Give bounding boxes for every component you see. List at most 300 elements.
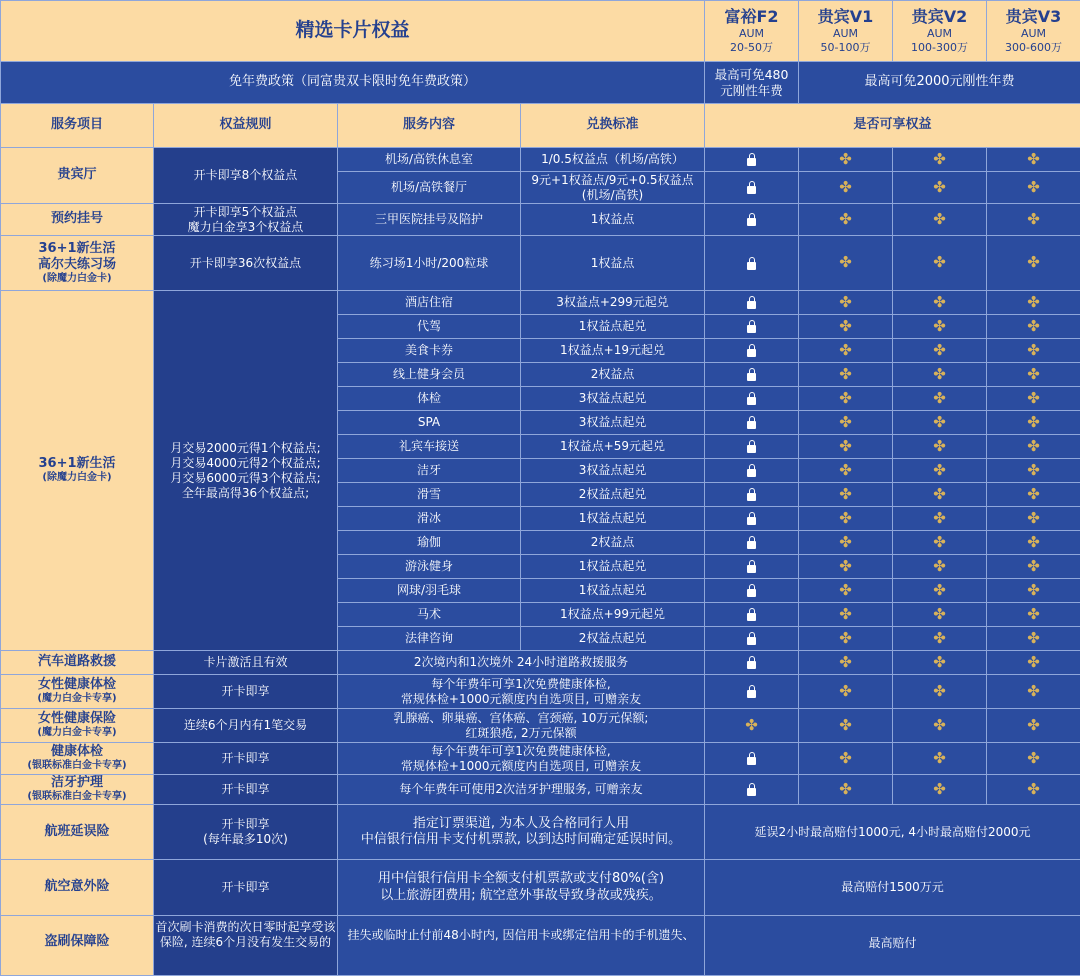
rule-line: (每年最多10次) [203,832,288,846]
clover-icon: ✤ [839,782,853,796]
standard-cell: 3权益点起兑 [521,411,705,435]
v2-cell [893,627,987,651]
v1-cell [799,709,893,743]
clover-icon: ✤ [1027,583,1041,597]
clover-icon: ✤ [1027,180,1041,194]
clover-icon: ✤ [839,583,853,597]
lock-icon [747,565,756,573]
content-cell: 滑冰 [338,507,521,531]
rule-golf: 开卡即享36次权益点 [154,236,338,291]
lock-icon [747,493,756,501]
content-cell: 2次境内和1次境外 24小时道路救援服务 [338,651,705,675]
lock-icon [747,301,756,309]
header-rule: 权益规则 [154,104,338,148]
v1-cell [799,507,893,531]
standard-cell: 2权益点 [521,363,705,387]
tier-name: 贵宾V3 [987,7,1080,27]
clover-icon: ✤ [1027,782,1041,796]
f2-cell [705,387,799,411]
standard-cell: 1/0.5权益点（机场/高铁） [521,148,705,172]
clover-icon: ✤ [839,511,853,525]
v2-cell [893,709,987,743]
v1-cell [799,172,893,204]
v3-cell [987,531,1080,555]
v3-cell [987,435,1080,459]
standard-cell: 2权益点起兑 [521,483,705,507]
v2-cell [893,172,987,204]
clover-icon: ✤ [1027,607,1041,621]
v3-cell [987,363,1080,387]
service-roadside: 汽车道路救援 [1,651,154,675]
annual-fee-f2-line2: 元刚性年费 [720,83,783,98]
lock-icon [747,637,756,645]
content-cell [338,675,705,709]
v3-cell [987,603,1080,627]
service-name-line: 36+1新生活 [38,241,115,256]
v1-cell [799,627,893,651]
standard-cell: 3权益点起兑 [521,459,705,483]
content-line: 以上旅游团费用; 航空意外事故导致身故或残疾。 [380,888,662,903]
v1-cell [799,315,893,339]
standard-cell: 1权益点起兑 [521,555,705,579]
clover-icon: ✤ [839,655,853,669]
clover-icon: ✤ [839,487,853,501]
lock-icon [747,541,756,549]
clover-icon: ✤ [839,559,853,573]
clover-icon: ✤ [1027,319,1041,333]
clover-icon: ✤ [839,631,853,645]
clover-icon: ✤ [1027,751,1041,765]
clover-icon: ✤ [933,152,947,166]
v3-cell [987,743,1080,775]
f2-cell [705,339,799,363]
clover-icon: ✤ [839,319,853,333]
v2-cell [893,651,987,675]
service-note: (魔力白金卡专享) [1,727,153,740]
lock-icon [747,788,756,796]
table-row [1,775,1080,805]
f2-cell [705,236,799,291]
clover-icon: ✤ [1027,718,1041,732]
clover-icon: ✤ [933,415,947,429]
content-cell: 体检 [338,387,521,411]
tier-aum-label: AUM [927,27,952,40]
v3-cell [987,459,1080,483]
v1-cell [799,555,893,579]
v2-cell [893,603,987,627]
v3-cell [987,148,1080,172]
v3-cell [987,291,1080,315]
clover-icon: ✤ [1027,439,1041,453]
f2-cell [705,603,799,627]
clover-icon: ✤ [933,751,947,765]
content-cell: 练习场1小时/200粒球 [338,236,521,291]
service-dental [1,775,154,805]
lock-icon [747,186,756,194]
v3-cell [987,315,1080,339]
v3-cell [987,483,1080,507]
content-cell [338,709,705,743]
f2-cell [705,507,799,531]
lock-icon [747,218,756,226]
service-name: 女性健康保险 [38,711,116,726]
clover-icon: ✤ [839,607,853,621]
clover-icon: ✤ [933,559,947,573]
clover-icon: ✤ [933,684,947,698]
lock-icon [747,325,756,333]
v1-cell [799,411,893,435]
clover-icon: ✤ [933,463,947,477]
clover-icon: ✤ [839,295,853,309]
rule-flight-delay [154,805,338,860]
lock-icon [747,690,756,698]
v1-cell [799,743,893,775]
rule-line: 月交易4000元得2个权益点; [170,456,320,470]
content-cell: 网球/羽毛球 [338,579,521,603]
content-line: 用中信银行信用卡全额支付机票款或支付80%(含) [378,871,664,886]
v1-cell [799,603,893,627]
eligible-cell: 最高赔付 [705,916,1080,976]
f2-cell [705,579,799,603]
clover-icon: ✤ [1027,631,1041,645]
header-standard: 兑换标准 [521,104,705,148]
v3-cell [987,172,1080,204]
tier-v1-header [799,1,893,62]
rule-line: 保险, 连续6个月没有发生交易的 [160,935,331,949]
lock-icon [747,469,756,477]
service-note: (银联标准白金卡专享) [1,791,153,804]
tier-range: 300-600万 [1005,41,1062,54]
v2-cell [893,507,987,531]
content-cell: 瑜伽 [338,531,521,555]
service-note: (除魔力白金卡) [1,472,153,485]
clover-icon: ✤ [933,631,947,645]
content-cell: 礼宾车接送 [338,435,521,459]
rule-line: 全年最高得36个权益点; [182,486,309,500]
v3-cell [987,675,1080,709]
rule-new-life [154,291,338,651]
service-name: 女性健康体检 [38,677,116,692]
rule-line: 月交易2000元得1个权益点; [170,441,320,455]
rule-line: 魔力白金享3个权益点 [188,220,304,234]
clover-icon: ✤ [1027,684,1041,698]
v2-cell [893,339,987,363]
annual-fee-policy: 免年费政策（同富贵双卡限时免年费政策） [1,62,705,104]
f2-cell [705,775,799,805]
f2-cell [705,459,799,483]
standard-cell: 1权益点+19元起兑 [521,339,705,363]
rule-line: 开卡即享 [221,817,269,831]
content-cell [338,860,705,916]
standard-cell: 1权益点起兑 [521,315,705,339]
lock-icon [747,613,756,621]
content-line: 红斑狼疮, 2万元保额 [465,726,576,740]
content-line: 乳腺癌、卵巢癌、宫体癌、宫颈癌, 10万元保额; [394,711,649,725]
content-cell: 代驾 [338,315,521,339]
clover-icon: ✤ [839,439,853,453]
v1-cell [799,775,893,805]
rule-lounge: 开卡即享8个权益点 [154,148,338,204]
clover-icon: ✤ [1027,559,1041,573]
v1-cell [799,339,893,363]
lock-icon [747,373,756,381]
rule-women-insurance: 连续6个月内有1笔交易 [154,709,338,743]
clover-icon: ✤ [1027,487,1041,501]
tier-aum-label: AUM [1021,27,1046,40]
content-cell: 酒店住宿 [338,291,521,315]
f2-cell [705,675,799,709]
clover-icon: ✤ [1027,152,1041,166]
table-row [1,743,1080,775]
clover-icon: ✤ [839,391,853,405]
tier-range: 100-300万 [911,41,968,54]
clover-icon: ✤ [839,343,853,357]
rule-line: 开卡即享5个权益点 [194,205,298,219]
eligible-cell: 延误2小时最高赔付1000元, 4小时最高赔付2000元 [705,805,1080,860]
v2-cell [893,743,987,775]
clover-icon: ✤ [839,718,853,732]
standard-cell: 1权益点起兑 [521,579,705,603]
content-cell: 游泳健身 [338,555,521,579]
lock-icon [747,349,756,357]
clover-icon: ✤ [933,367,947,381]
content-line: 指定订票渠道, 为本人及合格同行人用 [413,816,629,831]
rule-fraud [154,916,338,976]
v2-cell [893,236,987,291]
v3-cell [987,627,1080,651]
clover-icon: ✤ [1027,415,1041,429]
rule-accident: 开卡即享 [154,860,338,916]
clover-icon: ✤ [745,718,759,732]
page-title: 精选卡片权益 [1,1,705,62]
clover-icon: ✤ [1027,535,1041,549]
f2-cell [705,363,799,387]
content-cell: 挂失或临时止付前48小时内, 因信用卡或绑定信用卡的手机遗失、 [338,916,705,976]
service-note: (魔力白金卡专享) [1,693,153,706]
f2-cell [705,291,799,315]
service-note: (除魔力白金卡) [1,273,153,286]
v2-cell [893,531,987,555]
clover-icon: ✤ [1027,391,1041,405]
content-cell: 马术 [338,603,521,627]
service-flight-delay: 航班延误险 [1,805,154,860]
v3-cell [987,651,1080,675]
v2-cell [893,555,987,579]
content-line: 每个年费年可享1次免费健康体检, [431,677,610,691]
rule-dental: 开卡即享 [154,775,338,805]
clover-icon: ✤ [933,255,947,269]
service-name: 洁牙护理 [51,775,103,790]
clover-icon: ✤ [1027,343,1041,357]
service-note: (银联标准白金卡专享) [1,760,153,773]
f2-cell [705,411,799,435]
clover-icon: ✤ [933,655,947,669]
standard-cell: 2权益点起兑 [521,627,705,651]
lock-icon [747,757,756,765]
f2-cell [705,148,799,172]
v1-cell [799,579,893,603]
lock-icon [747,517,756,525]
table-row [1,291,1080,315]
f2-cell [705,627,799,651]
tier-name: 贵宾V1 [799,7,892,27]
clover-icon: ✤ [1027,295,1041,309]
tier-range: 20-50万 [730,41,773,54]
v2-cell [893,148,987,172]
v3-cell [987,236,1080,291]
clover-icon: ✤ [1027,511,1041,525]
service-women-insurance [1,709,154,743]
clover-icon: ✤ [933,718,947,732]
v2-cell [893,291,987,315]
content-cell: 每个年费年可使用2次洁牙护理服务, 可赠亲友 [338,775,705,805]
clover-icon: ✤ [1027,212,1041,226]
tier-v2-header [893,1,987,62]
clover-icon: ✤ [839,684,853,698]
v3-cell [987,579,1080,603]
tier-aum-label: AUM [833,27,858,40]
clover-icon: ✤ [933,511,947,525]
tier-v3-header [987,1,1080,62]
service-name: 健康体检 [51,744,103,759]
content-cell: SPA [338,411,521,435]
lock-icon [747,661,756,669]
f2-cell [705,709,799,743]
rule-registration [154,204,338,236]
v2-cell [893,775,987,805]
clover-icon: ✤ [1027,255,1041,269]
header-eligible: 是否可享权益 [705,104,1080,148]
content-cell: 滑雪 [338,483,521,507]
v2-cell [893,459,987,483]
lock-icon [747,445,756,453]
clover-icon: ✤ [839,415,853,429]
f2-cell [705,204,799,236]
v2-cell [893,411,987,435]
content-cell: 机场/高铁休息室 [338,148,521,172]
standard-cell: 1权益点+59元起兑 [521,435,705,459]
clover-icon: ✤ [933,319,947,333]
clover-icon: ✤ [933,391,947,405]
content-cell: 线上健身会员 [338,363,521,387]
v3-cell [987,555,1080,579]
header-content: 服务内容 [338,104,521,148]
clover-icon: ✤ [1027,367,1041,381]
v1-cell [799,204,893,236]
content-cell: 法律咨询 [338,627,521,651]
clover-icon: ✤ [839,152,853,166]
standard-cell: 1权益点 [521,204,705,236]
clover-icon: ✤ [839,180,853,194]
content-cell: 洁牙 [338,459,521,483]
table-row [1,148,1080,172]
standard-line: (机场/高铁) [582,188,643,202]
f2-cell [705,651,799,675]
standard-line: 9元+1权益点/9元+0.5权益点 [531,173,693,187]
table-row [1,675,1080,709]
content-cell: 三甲医院挂号及陪护 [338,204,521,236]
v1-cell [799,435,893,459]
v1-cell [799,363,893,387]
clover-icon: ✤ [839,463,853,477]
v2-cell [893,579,987,603]
service-name: 36+1新生活 [38,456,115,471]
table-row [1,236,1080,291]
service-registration: 预约挂号 [1,204,154,236]
service-new-life [1,291,154,651]
f2-cell [705,435,799,459]
v3-cell [987,507,1080,531]
lock-icon [747,262,756,270]
lock-icon [747,589,756,597]
v3-cell [987,775,1080,805]
clover-icon: ✤ [839,212,853,226]
f2-cell [705,315,799,339]
service-name-line: 高尔夫练习场 [38,257,116,272]
standard-cell: 1权益点+99元起兑 [521,603,705,627]
clover-icon: ✤ [1027,655,1041,669]
service-checkup [1,743,154,775]
clover-icon: ✤ [933,439,947,453]
v2-cell [893,204,987,236]
clover-icon: ✤ [933,607,947,621]
annual-fee-f2-line1: 最高可免480 [715,67,789,82]
clover-icon: ✤ [839,751,853,765]
clover-icon: ✤ [933,782,947,796]
annual-fee-vip: 最高可免2000元刚性年费 [799,62,1080,104]
standard-cell: 1权益点 [521,236,705,291]
v3-cell [987,411,1080,435]
clover-icon: ✤ [933,535,947,549]
v2-cell [893,483,987,507]
service-lounge: 贵宾厅 [1,148,154,204]
f2-cell [705,531,799,555]
v1-cell [799,459,893,483]
rule-roadside: 卡片激活且有效 [154,651,338,675]
clover-icon: ✤ [933,343,947,357]
eligible-cell: 最高赔付1500万元 [705,860,1080,916]
service-women-checkup [1,675,154,709]
f2-cell [705,743,799,775]
rule-line: 首次刷卡消费的次日零时起享受该 [155,920,335,934]
v1-cell [799,483,893,507]
clover-icon: ✤ [1027,463,1041,477]
content-line: 中信银行信用卡支付机票款, 以到达时间确定延误时间。 [361,832,681,847]
table-row [1,204,1080,236]
table-row [1,651,1080,675]
header-service: 服务项目 [1,104,154,148]
v1-cell [799,291,893,315]
v3-cell [987,339,1080,363]
v1-cell [799,675,893,709]
content-line: 每个年费年可享1次免费健康体检, [431,744,610,758]
v1-cell [799,236,893,291]
content-cell: 美食卡券 [338,339,521,363]
lock-icon [747,397,756,405]
f2-cell [705,555,799,579]
v2-cell [893,387,987,411]
table-row [1,709,1080,743]
rule-checkup: 开卡即享 [154,743,338,775]
v2-cell [893,675,987,709]
v2-cell [893,435,987,459]
content-cell [338,743,705,775]
table-row [1,916,1080,976]
tier-f2-header [705,1,799,62]
lock-icon [747,421,756,429]
standard-cell: 2权益点 [521,531,705,555]
clover-icon: ✤ [839,367,853,381]
